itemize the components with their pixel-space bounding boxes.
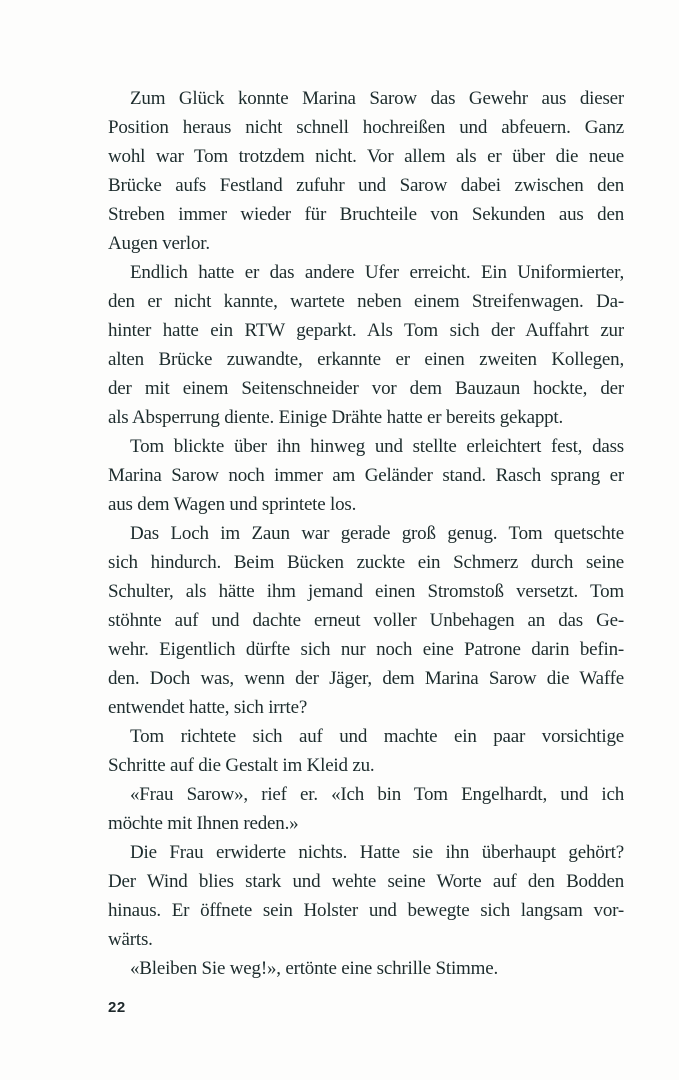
text-line: Brücke aufs Festland zufuhr und Sarow dabei zwischen den: [108, 175, 624, 196]
text-line: wärts.: [108, 929, 153, 950]
text-line: entwendet hatte, sich irrte?: [108, 697, 308, 718]
paragraph: [108, 519, 624, 722]
paragraph: [108, 432, 624, 519]
paragraph: [108, 258, 624, 432]
paragraph: [108, 954, 624, 983]
text-line: Tom blickte über ihn hinweg und stellte erleichtert fest, dass: [130, 436, 624, 457]
text-line: Tom richtete sich auf und machte ein paar vorsichtige: [130, 726, 624, 747]
text-line: hinaus. Er öffnete sein Holster und bewegte sich langsam vor-: [108, 900, 624, 921]
text-line: Zum Glück konnte Marina Sarow das Gewehr aus dieser: [130, 88, 624, 109]
text-line: «Bleiben Sie weg!», ertönte eine schrille Stimme.: [130, 958, 498, 979]
text-line: wehr. Eigentlich dürfte sich nur noch eine Patrone darin befin-: [108, 639, 624, 660]
text-line: Schulter, als hätte ihm jemand einen Stromstoß versetzt. Tom: [108, 581, 624, 602]
paragraph: [108, 838, 624, 954]
text-line: sich hindurch. Beim Bücken zuckte ein Schmerz durch seine: [108, 552, 624, 573]
text-line: Schritte auf die Gestalt im Kleid zu.: [108, 755, 375, 776]
text-line: den er nicht kannte, wartete neben einem Streifenwagen. Da-: [108, 291, 624, 312]
text-line: möchte mit Ihnen reden.»: [108, 813, 299, 834]
text-line: Position heraus nicht schnell hochreißen und abfeuern. Ganz: [108, 117, 624, 138]
text-line: Das Loch im Zaun war gerade groß genug. Tom quetschte: [130, 523, 624, 544]
paragraph: [108, 84, 624, 258]
text-line: Augen verlor.: [108, 233, 210, 254]
text-line: als Absperrung diente. Einige Drähte hatte er bereits gekappt.: [108, 407, 564, 428]
text-line: wohl war Tom trotzdem nicht. Vor allem als er über die neue: [108, 146, 624, 167]
text-line: Endlich hatte er das andere Ufer erreicht. Ein Uniformierter,: [130, 262, 624, 283]
text-line: stöhnte auf und dachte erneut voller Unbehagen an das Ge-: [108, 610, 624, 631]
text-line: der mit einem Seitenschneider vor dem Bauzaun hockte, der: [108, 378, 624, 399]
text-line: Streben immer wieder für Bruchteile von Sekunden aus den: [108, 204, 624, 225]
page-number: 22: [108, 999, 126, 1016]
text-line: Die Frau erwiderte nichts. Hatte sie ihn überhaupt gehört?: [130, 842, 624, 863]
text-line: den. Doch was, wenn der Jäger, dem Marina Sarow die Waffe: [108, 668, 624, 689]
text-line: «Frau Sarow», rief er. «Ich bin Tom Engelhardt, und ich: [130, 784, 624, 805]
paragraph: [108, 780, 624, 838]
text-line: aus dem Wagen und sprintete los.: [108, 494, 357, 515]
text-line: alten Brücke zuwandte, erkannte er einen zweiten Kollegen,: [108, 349, 624, 370]
text-block: [108, 84, 624, 983]
text-line: Der Wind blies stark und wehte seine Worte auf den Bodden: [108, 871, 624, 892]
text-line: Marina Sarow noch immer am Geländer stand. Rasch sprang er: [108, 465, 624, 486]
text-line: hinter hatte ein RTW geparkt. Als Tom sich der Auffahrt zur: [108, 320, 624, 341]
paragraph: [108, 722, 624, 780]
